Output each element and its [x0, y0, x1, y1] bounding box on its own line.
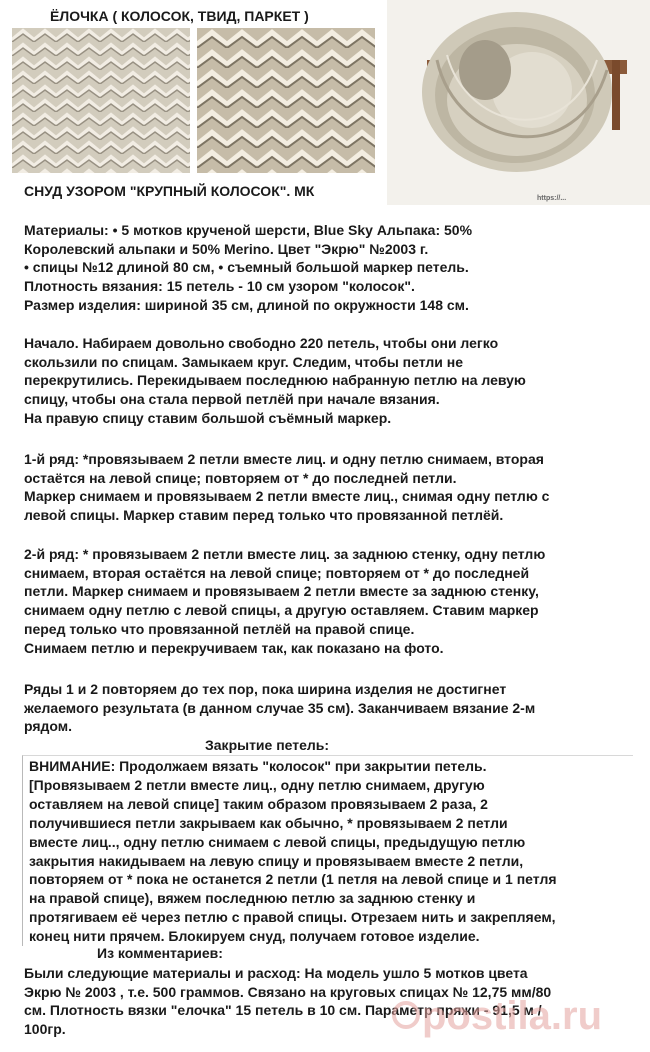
text-line: Ряды 1 и 2 повторяем до тех пор, пока ширина изделия не достигнет — [24, 681, 507, 697]
text-line: 2-й ряд: * провязываем 2 петли вместе лиц. за заднюю стенку, одну петлю — [24, 546, 546, 562]
text-line: скользили по спицам. Замыкаем круг. Следим, чтобы петли не — [24, 353, 464, 370]
text-line: 100гр. — [24, 1021, 66, 1038]
text-line: петли. Маркер снимаем и провязываем 2 петли вместе за заднюю стенку, — [24, 583, 539, 600]
comments-heading: Из комментариев: — [97, 945, 223, 961]
closing-heading: Закрытие петель: — [205, 737, 330, 753]
text-line: Материалы: • 5 мотков крученой шерсти, Blue Sky Альпака: 50% — [24, 222, 473, 238]
text-line: Были следующие материалы и расход: На модель ушло 5 мотков цвета — [24, 965, 528, 981]
text-line: Начало. Набираем довольно свободно 220 петель, чтобы они легко — [24, 335, 499, 351]
text-line: желаемого результата (в данном случае 35 см). Заканчиваем вязание 2-м — [24, 699, 536, 716]
text-line: закрытия накидываем на левую спицу и провязываем вместе 2 петли, — [29, 852, 524, 869]
text-line: Королевский альпаки и 50% Merino. Цвет "Экрю" №2003 г. — [24, 240, 429, 257]
text-line: оставляем на левой спице] таким образом провязываем 2 раза, 2 — [29, 795, 488, 812]
text-line: левой спицы. Маркер ставим перед только что провязанной петлёй. — [24, 507, 504, 524]
row1-section — [24, 450, 549, 525]
text-line: рядом. — [24, 718, 73, 735]
text-line: • спицы №12 длиной 80 см, • съемный большой маркер петель. — [24, 259, 469, 276]
text-line: остаётся на левой спице; повторяем от * до последней петли. — [24, 469, 457, 486]
text-line: см. Плотность вязки "елочка" 15 петель в 10 см. Параметр пряжи - 91,5 м / — [24, 1002, 542, 1019]
snood-photo — [387, 0, 650, 205]
text-line: ВНИМАНИЕ: Продолжаем вязать "колосок" при закрытии петель. — [29, 758, 487, 774]
text-line: Плотность вязания: 15 петель - 10 см узором "колосок". — [24, 278, 415, 295]
text-line: Экрю № 2003 , т.е. 500 граммов. Связано на круговых спицах № 12,75 мм/80 — [24, 983, 552, 1000]
text-line: спицу, чтобы она стала первой петлёй при начале вязания. — [24, 391, 440, 408]
text-line: перед только что провязанной петлёй на правой спице. — [24, 620, 415, 637]
stitch-photo-1 — [12, 28, 190, 173]
watermark-text: postila.ru — [422, 994, 603, 1038]
watermark-logo — [388, 985, 650, 1045]
text-line: конец нити прячем. Блокируем снуд, получаем готовое изделие. — [29, 928, 480, 945]
row2-section — [24, 545, 545, 657]
closing-section — [29, 757, 557, 946]
text-line: вместе лиц.., одну петлю снимаем с левой спицы, предыдущую петлю — [29, 833, 526, 850]
text-line: На правую спицу ставим большой съёмный маркер. — [24, 409, 392, 426]
article-subtitle: СНУД УЗОРОМ "КРУПНЫЙ КОЛОСОК". МК — [24, 183, 315, 199]
text-line: Маркер снимаем и провязываем 2 петли вместе лиц., снимая одну петлю с — [24, 488, 550, 505]
text-line: на правой спице), вяжем последнюю петлю за заднюю стенку и — [29, 890, 476, 907]
repeat-section — [24, 680, 535, 736]
text-line: Размер изделия: шириной 35 см, длиной по окружности 148 см. — [24, 296, 469, 313]
text-line: снимаем одну петлю с левой спицы, а другую оставляем. Ставим маркер — [24, 602, 539, 619]
start-section — [24, 334, 526, 428]
materials-section — [24, 221, 472, 315]
text-line: повторяем от * пока не останется 2 петли (1 петля на левой спице и 1 петля — [29, 871, 557, 888]
text-line: [Провязываем 2 петли вместе лиц., одну петлю снимаем, другую — [29, 776, 485, 793]
text-line: получившиеся петли закрываем как обычно, * провязываем 2 петли — [29, 814, 508, 831]
text-line: перекрутились. Перекидываем последнюю набранную петлю на левую — [24, 372, 526, 389]
text-line: 1-й ряд: *провязываем 2 петли вместе лиц. и одну петлю снимаем, вторая — [24, 451, 544, 467]
photo-credit: https://... — [537, 195, 567, 202]
text-line: Снимаем петлю и перекручиваем так, как показано на фото. — [24, 639, 444, 656]
stitch-photo-2 — [197, 28, 375, 173]
text-line: снимаем, вторая остаётся на левой спице; повторяем от * до последней — [24, 564, 530, 581]
text-line: протягиваем её через петлю с правой спицы. Отрезаем нить и закрепляем, — [29, 909, 556, 926]
page-title: ЁЛОЧКА ( КОЛОСОК, ТВИД, ПАРКЕТ ) — [50, 8, 309, 24]
